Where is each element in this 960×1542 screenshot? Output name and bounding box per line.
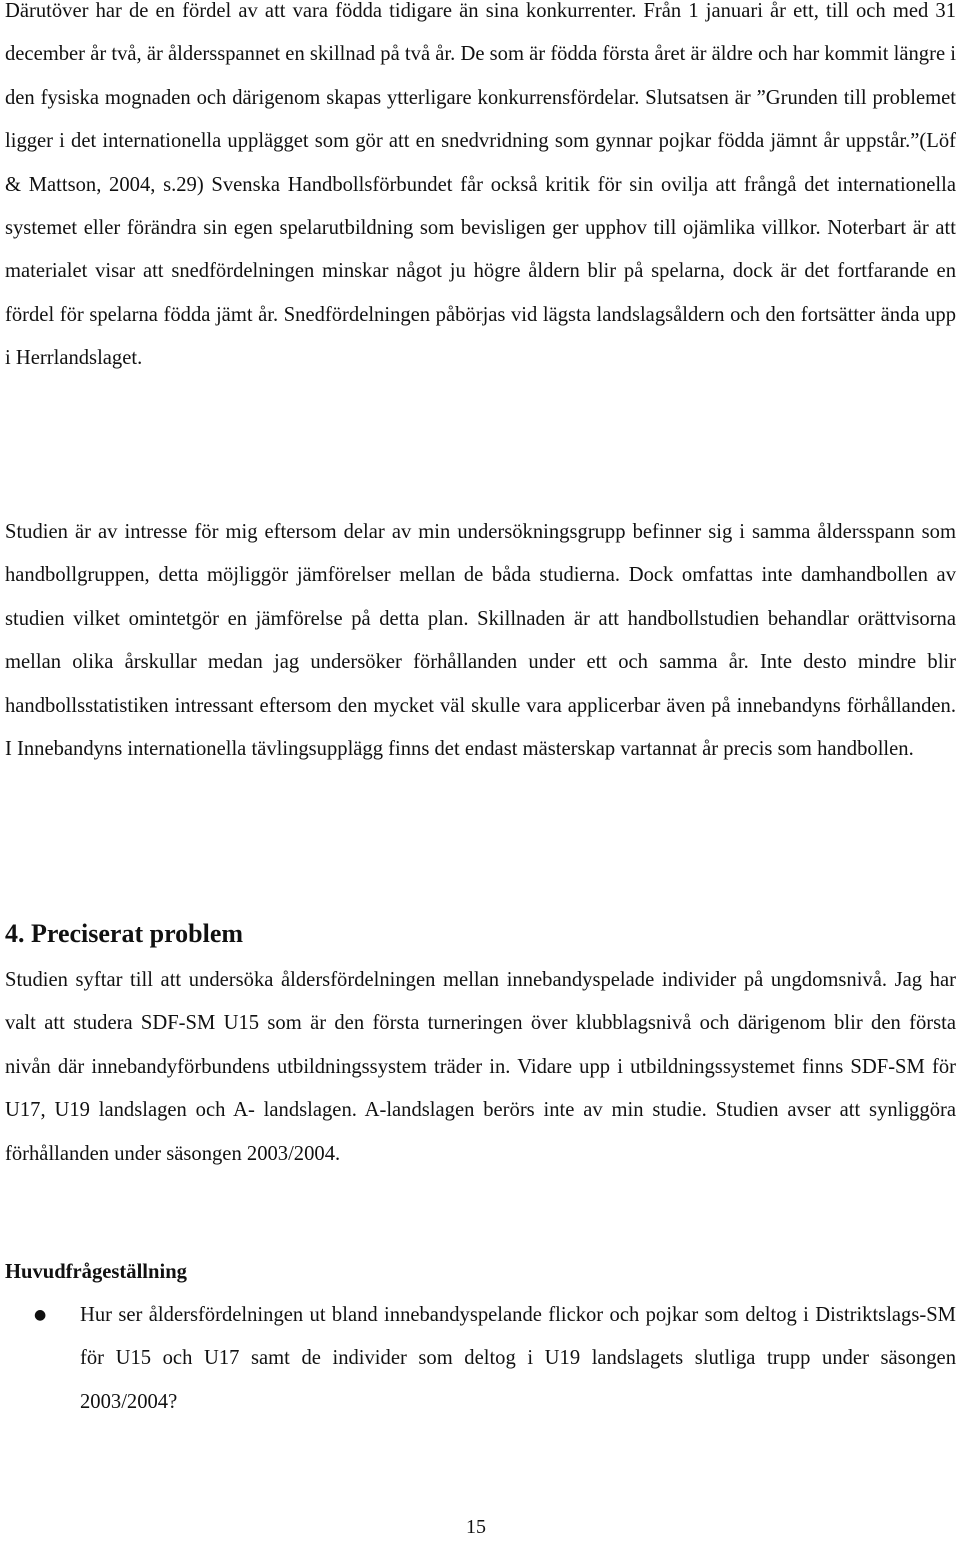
question-text: Hur ser åldersfördelningen ut bland innebandyspelande flickor och pojkar som deltog i Distriktslags-SM för U15 och U17 samt de individer som deltog i U19 landslagets slutliga trupp under säsongen 2003/2004? bbox=[80, 1304, 956, 1413]
bullet-icon: ● bbox=[34, 1307, 47, 1323]
question-list bbox=[0, 1294, 960, 1424]
paragraph-section-body: Studien syftar till att undersöka åldersfördelningen mellan innebandyspelade individer på ungdomsnivå. Jag har valt att studera SDF-SM U15 som är den första turneringen över klubblagsnivå och därigenom blir den första nivån där innebandyförbundens utbildningssystem träder in. Vidare upp i utbildningssystemet finns SDF-SM för U17, U19 landslagen och A- landslagen. A-landslagen berörs inte av min studie. Studien avser att synliggöra förhållanden under säsongen 2003/2004. bbox=[5, 969, 956, 1165]
paragraph-study-interest: Studien är av intresse för mig eftersom delar av min undersökningsgrupp befinner sig i samma åldersspann som handbollgruppen, detta möjliggör jämförelser mellan de båda studierna. Dock omfattas inte damhandbollen av studien vilket omintetgör en jämförelse på detta plan. Skillnaden är att handbollstudien behandlar orättvisorna mellan olika årskullar medan jag undersöker förhållanden under ett och samma år. Inte desto mindre blir handbollsstatistiken intressant eftersom den mycket väl skulle vara applicerbar även på innebandyns förhållanden. I Innebandyns internationella tävlingsupplägg finns det endast mästerskap vartannat år precis som handbollen. bbox=[5, 521, 956, 761]
page-number: 15 bbox=[466, 1516, 486, 1538]
main-question-heading: Huvudfrågeställning bbox=[5, 1261, 187, 1283]
section-heading: 4. Preciserat problem bbox=[5, 919, 244, 948]
paragraph-continuation: Därutöver har de en fördel av att vara födda tidigare än sina konkurrenter. Från 1 januari år ett, till och med 31 december år två, är åldersspannet en skillnad på två år. De som är födda första året är äldre och har kommit längre i den fysiska mognaden och därigenom skapas ytterligare konkurrensfördelar. Slutsatsen är ”Grunden till problemet ligger i det internationella upplägget som gör att en snedvridning som gynnar pojkar födda jämnt år uppstår.”(Löf & Mattson, 2004, s.29) Svenska Handbollsförbundet får också kritik för sin ovilja att frångå det internationella systemet eller förändra sin egen spelarutbildning som bevisligen ger upphov till ojämlika villkor. Noterbart är att materialet visar att snedfördelningen minskar något ju högre åldern blir på spelarna, dock är det fortfarande en fördel för spelarna födda jämt år. Snedfördelningen påbörjas vid lägsta landslagsåldern och den fortsätter ända upp i Herrlandslaget. bbox=[5, 0, 956, 370]
list-item bbox=[0, 1294, 956, 1424]
